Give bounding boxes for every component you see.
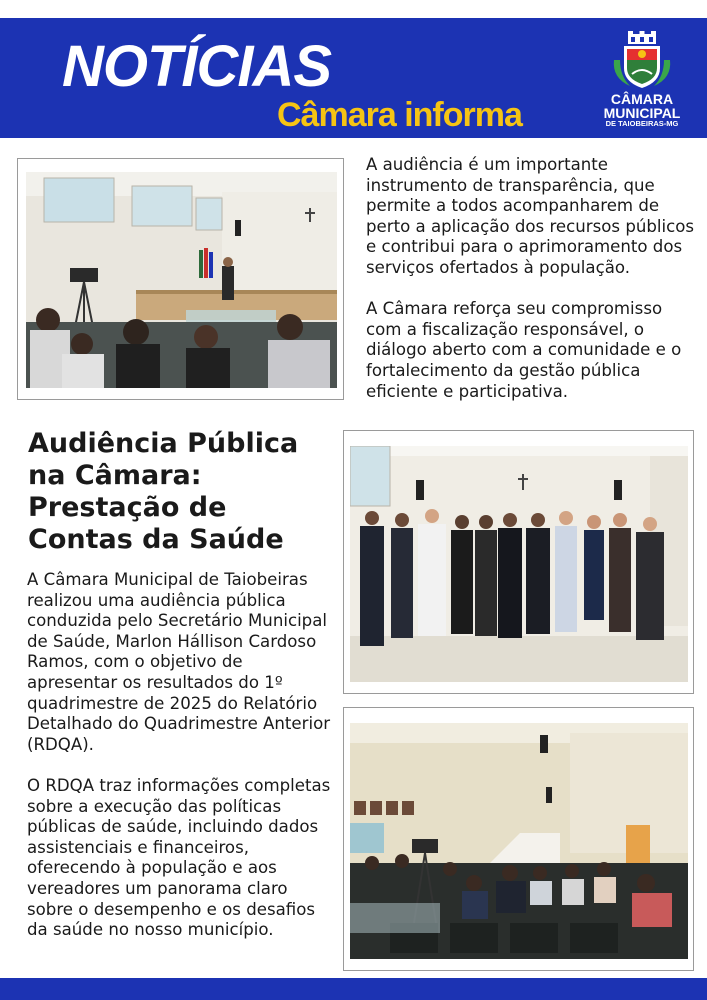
plenary-scene-image xyxy=(26,172,337,388)
group-scene-image xyxy=(350,446,688,682)
photo-audience xyxy=(343,707,694,971)
article-headline: Audiência Pública na Câmara: Prestação de Contas da Saúde xyxy=(28,428,299,555)
photo-group xyxy=(343,430,694,694)
logo-line-municipal: MUNICIPAL xyxy=(603,105,681,121)
header-banner xyxy=(0,18,707,138)
logo-line-city: DE TAIOBEIRAS-MG xyxy=(605,119,679,128)
left-column-text xyxy=(27,570,333,941)
logo-line-camara: CÂMARA xyxy=(610,91,674,107)
group-people xyxy=(360,509,664,646)
paragraph-rdqa: O RDQA traz informações completas sobre a execução das políticas públicas de saúde, incluindo dados assistenciais e financeiros, oferecendo à população e aos vereadores um panorama claro sobre o desempenho e os desafios da saúde no nosso município. xyxy=(27,775,331,940)
paragraph-transparency: A audiência é um importante instrumento de transparência, que permite a todos acompanharem de perto a aplicação dos recursos públicos e contribui para o aprimoramento dos serviços ofertados à população. xyxy=(366,155,695,277)
paragraph-hearing: A Câmara Municipal de Taiobeiras realizou uma audiência pública conduzida pelo Secretário Municipal de Saúde, Marlon Hállison Cardoso Ramos, com o objetivo de apresentar os resultados do 1º quadrimestre de 2025 do Relatório Detalhado do Quadrimestre Anterior (RDQA). xyxy=(27,570,331,754)
newsletter-subtitle: Câmara informa xyxy=(277,96,522,134)
photo-hearing-plenary xyxy=(17,158,344,400)
paragraph-commitment: A Câmara reforça seu compromisso com a fiscalização responsável, o diálogo aberto com a comunidade e o fortalecimento da gestão pública eficiente e participativa. xyxy=(366,299,682,401)
audience-scene-image xyxy=(350,723,688,959)
newsletter-title: NOTÍCIAS xyxy=(62,34,332,99)
footer-bar xyxy=(0,978,707,1000)
right-column-text xyxy=(366,155,696,402)
coat-of-arms-icon xyxy=(592,30,692,92)
chamber-logo xyxy=(592,30,692,130)
